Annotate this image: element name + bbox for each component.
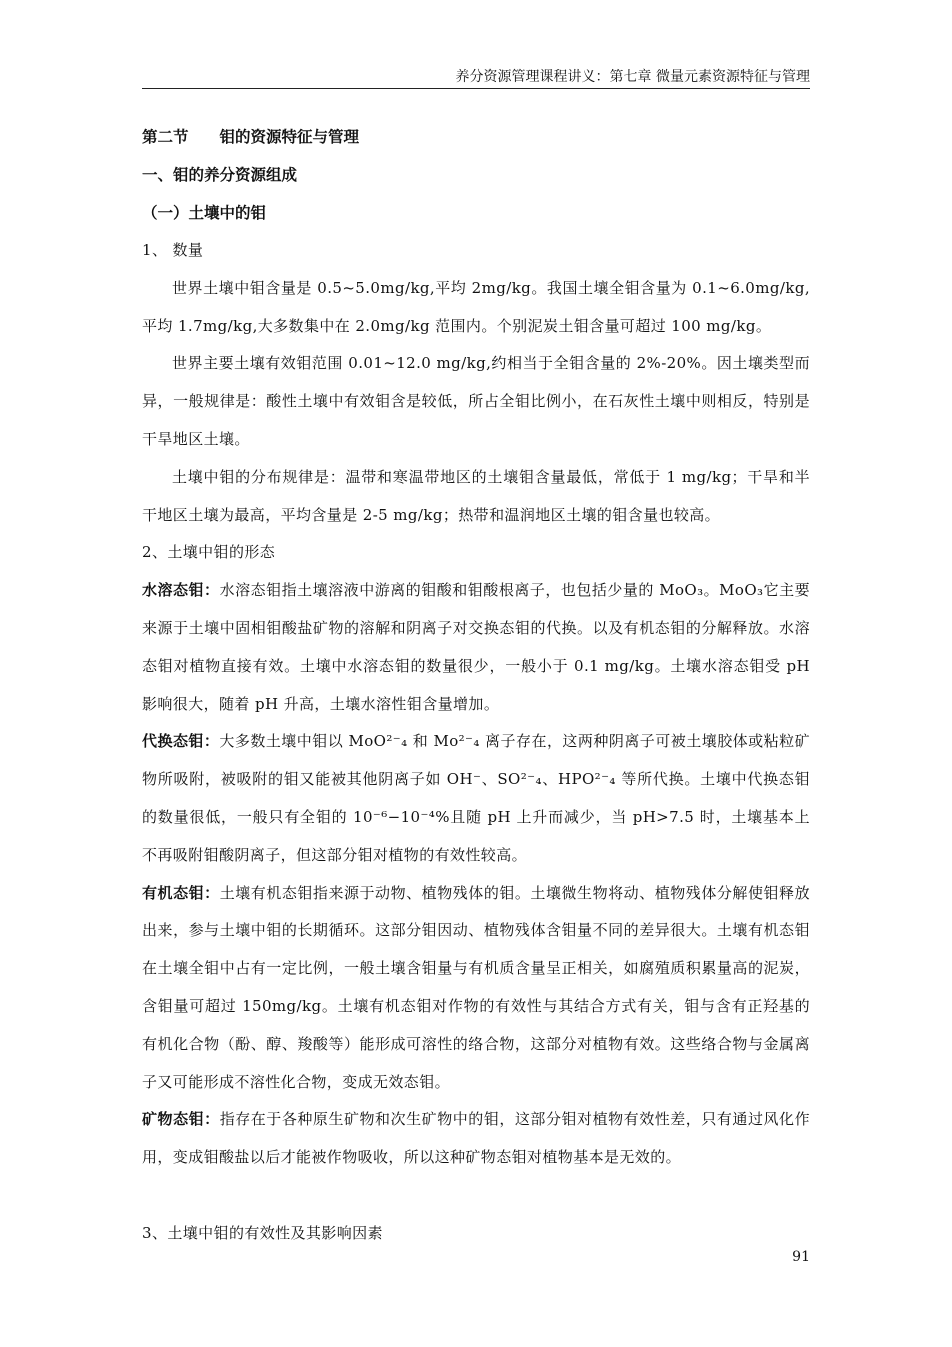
item-3-title: 3、土壤中钼的有效性及其影响因素 [142, 1223, 383, 1242]
paragraph-water-soluble [142, 572, 810, 723]
text-exchangeable: 大多数土壤中钼以 MoO²⁻₄ 和 Mo²⁻₄ 离子存在，这两种阴离子可被土壤胶体或粘粒矿物所吸附，被吸附的钼又能被其他阴离子如 OH⁻、SO²⁻₄、HPO²⁻₄ 等所代换。土壤中代换态钼的数量很低，一般只有全钼的 10⁻⁶−10⁻⁴%且随 pH 上升而减少，当 pH>7.5 时，土壤基本上不再吸附钼酸阴离子，但这部分钼对植物的有效性较高。 [142, 732, 810, 864]
page-number: 91 [792, 1249, 810, 1265]
term-mineral: 矿物态钼： [142, 1110, 220, 1129]
text-organic: 土壤有机态钼指来源于动物、植物残体的钼。土壤微生物将动、植物残体分解使钼释放出来，参与土壤中钼的长期循环。这部分钼因动、植物残体含钼量不同的差异很大。土壤有机态钼在土壤全钼中占有一定比例，一般土壤含钼量与有机质含量呈正相关，如腐殖质积累量高的泥炭，含钼量可超过 150mg/kg。土壤有机态钼对作物的有效性与其结合方式有关，钼与含有正羟基的有机化合物（酚、醇、羧酸等）能形成可溶性的络合物，这部分对植物有效。这些络合物与金属离子又可能形成不溶性化合物，变成无效态钼。 [142, 883, 810, 1091]
term-exchangeable: 代换态钼： [142, 732, 220, 751]
item-1-title: 1、 数量 [142, 241, 204, 259]
section-title: 第二节 钼的资源特征与管理 [142, 128, 360, 146]
paragraph-quantity-2: 世界主要土壤有效钼范围 0.01~12.0 mg/kg,约相当于全钼含量的 2%-20%。因土壤类型而异，一般规律是：酸性土壤中有效钼含是较低，所占全钼比例小，在石灰性土壤中则相反，特别是干旱地区土壤。 [142, 354, 810, 448]
page-body [142, 118, 810, 1253]
heading-2: （一）土壤中的钼 [142, 204, 267, 222]
paragraph-exchangeable [142, 723, 810, 874]
heading-1: 一、钼的养分资源组成 [142, 166, 298, 184]
paragraph-organic [142, 875, 810, 1102]
paragraph-quantity-3: 土壤中钼的分布规律是：温带和寒温带地区的土壤钼含量最低，常低于 1 mg/kg；干旱和半干地区土壤为最高，平均含量是 2-5 mg/kg；热带和温润地区土壤的钼含量也较高。 [142, 467, 810, 524]
paragraph-mineral [142, 1101, 810, 1177]
header-rule [142, 88, 810, 89]
term-water-soluble: 水溶态钼： [142, 581, 220, 600]
text-mineral: 指存在于各种原生矿物和次生矿物中的钼，这部分钼对植物有效性差，只有通过风化作用，变成钼酸盐以后才能被作物吸收，所以这种矿物态钼对植物基本是无效的。 [142, 1110, 810, 1167]
item-2-title: 2、土壤中钼的形态 [142, 543, 276, 562]
spacer [142, 1177, 810, 1215]
text-water-soluble: 水溶态钼指土壤溶液中游离的钼酸和钼酸根离子，也包括少量的 MoO₃。MoO₃它主要来源于土壤中固相钼酸盐矿物的溶解和阴离子对交换态钼的代换。以及有机态钼的分解释放。水溶态钼对植物直接有效。土壤中水溶态钼的数量很少，一般小于 0.1 mg/kg。土壤水溶态钼受 pH 影响很大，随着 pH 升高，土壤水溶性钼含量增加。 [142, 581, 810, 713]
running-header: 养分资源管理课程讲义：第七章 微量元素资源特征与管理 [455, 69, 810, 85]
paragraph-quantity-1: 世界土壤中钼含量是 0.5~5.0mg/kg,平均 2mg/kg。我国土壤全钼含量为 0.1~6.0mg/kg,平均 1.7mg/kg,大多数集中在 2.0mg/kg 范围内。个别泥炭土钼含量可超过 100 mg/kg。 [142, 278, 810, 335]
term-organic: 有机态钼： [142, 883, 220, 902]
